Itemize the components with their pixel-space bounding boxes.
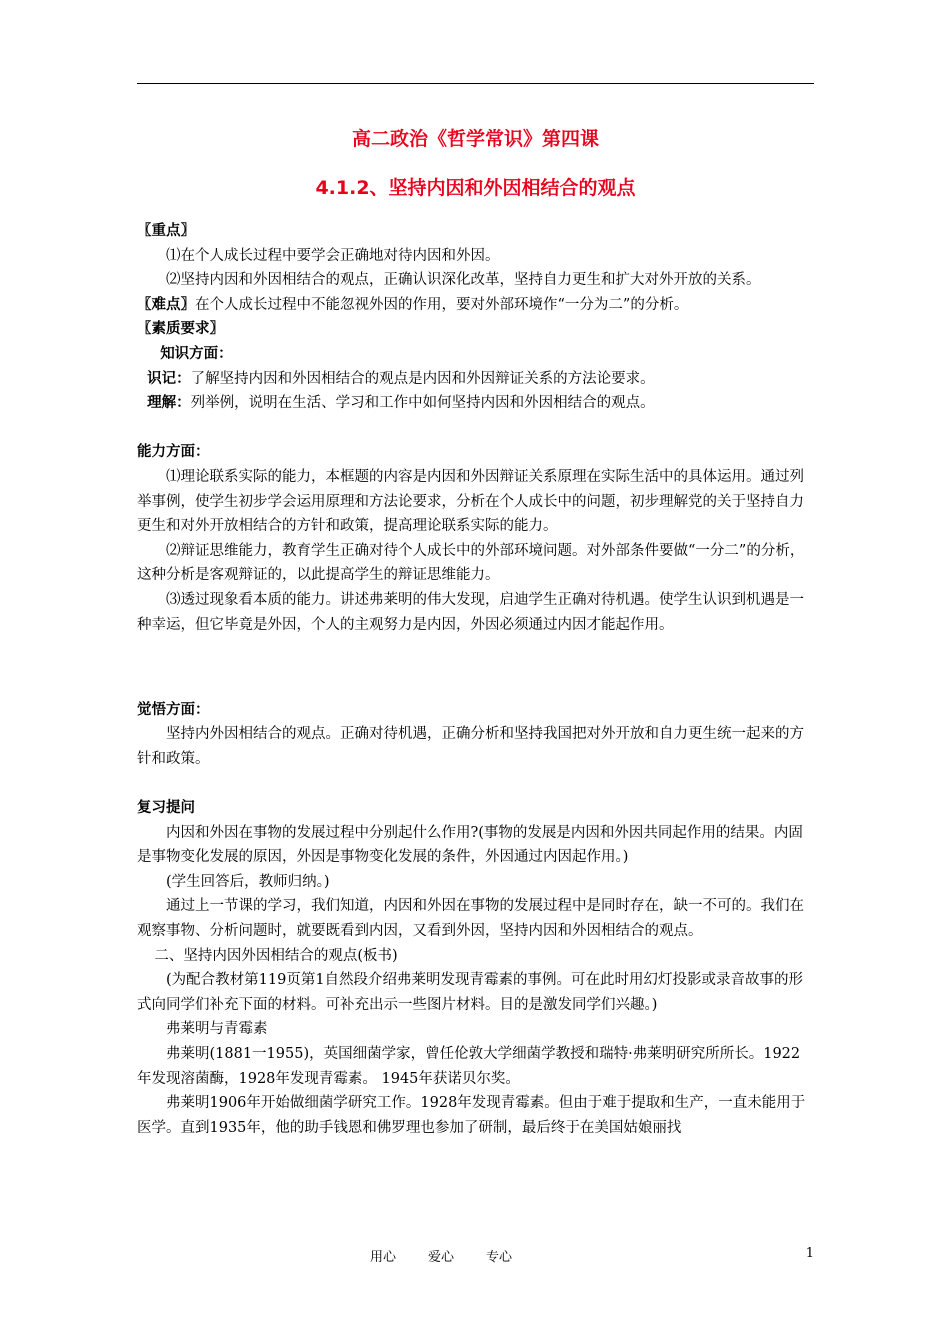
- ability-label: 能力方面：: [137, 444, 210, 461]
- review-paragraph-5: (为配合教材第119页第1自然段介绍弗莱明发现青霉素的事例。可在此时用幻灯投影或录音故事的形式向同学们补充下面的材料。可补充出示一些图片材料。目的是激发同学们兴趣。): [137, 972, 804, 1013]
- difficulty-text: 在个人成长过程中不能忽视外因的作用，要对外部环境作“一分为二”的分析。: [195, 296, 689, 313]
- spacer: [137, 662, 814, 698]
- focus-item-2: ⑵坚持内因和外因相结合的观点，正确认识深化改革，坚持自力更生和扩大对外开放的关系。: [166, 272, 761, 289]
- document-body: [137, 219, 814, 1140]
- footer-motto-2: 爱心: [428, 1250, 455, 1265]
- quality-heading: [137, 317, 814, 342]
- review-label: 复习提问: [137, 800, 195, 817]
- review-paragraph-3: 通过上一节课的学习，我们知道，内因和外因在事物的发展过程中是同时存在，缺一不可的。我们在观察事物、分析问题时，就要既看到内因，又看到外因，坚持内因和外因相结合的观点。: [137, 898, 804, 940]
- difficulty-paragraph: [137, 293, 814, 318]
- footer-motto: [370, 1246, 590, 1265]
- quality-label: 〖素质要求〗: [137, 321, 224, 338]
- document-title: 高二政治《哲学常识》第四课: [351, 128, 599, 150]
- section-heading: 二、坚持内因外因相结合的观点(板书): [154, 947, 398, 964]
- ability-item-1: ⑴理论联系实际的能力，本框题的内容是内因和外因辩证关系原理在实际生活中的具体运用。通过列举事例，使学生初步学会运用原理和方法论要求，分析在个人成长中的问题，初步理解党的关于坚持自力更生和对外开放相结合的方针和政策，提高理论联系实际的能力。: [137, 468, 804, 535]
- difficulty-label: 〖难点〗: [137, 296, 195, 313]
- focus-label: 〖重点〗: [137, 223, 195, 239]
- memory-label: 识记：: [147, 370, 191, 387]
- page-number: 1: [805, 1246, 814, 1261]
- knowledge-heading: [137, 342, 814, 367]
- knowledge-label: 知识方面：: [160, 345, 233, 362]
- footer-motto-3: 专心: [486, 1250, 513, 1265]
- review-paragraph-7: 弗莱明(1881一1955)，英国细菌学家，曾任伦敦大学细菌学教授和瑞特·弗莱明研究所所长。1922年发现溶菌酶，1928年发现青霉素。 1945年获诺贝尔奖。: [137, 1046, 801, 1087]
- story-title: 弗莱明与青霉素: [166, 1021, 268, 1038]
- memory-text: 了解坚持内因和外因相结合的观点是内因和外因辩证关系的方法论要求。: [190, 370, 655, 387]
- understand-label: 理解：: [147, 395, 191, 412]
- understand-paragraph: [137, 391, 814, 416]
- document-subtitle: 4.1.2、坚持内因和外因相结合的观点: [315, 177, 636, 199]
- ability-item-3: ⑶透过现象看本质的能力。讲述弗莱明的伟大发现，启迪学生正确对待机遇。使学生认识到机遇是一种幸运，但它毕竟是外因，个人的主观努力是内因，外因必须通过内因才能起作用。: [137, 591, 804, 633]
- awareness-label: 觉悟方面：: [137, 701, 210, 718]
- understand-text: 列举例，说明在生活、学习和工作中如何坚持内因和外因相结合的观点。: [190, 395, 655, 412]
- awareness-text: 坚持内外因相结合的观点。正确对待机遇，正确分析和坚持我国把对外开放和自力更生统一起来的方针和政策。: [137, 726, 804, 767]
- review-paragraph-2: (学生回答后，教师归纳。): [166, 873, 330, 890]
- footer-motto-1: 用心: [370, 1250, 397, 1265]
- ability-heading: [137, 440, 814, 465]
- review-paragraph-1: 内因和外因在事物的发展过程中分别起什么作用?(事物的发展是内因和外因共同起作用的结果。内固是事物变化发展的原因，外因是事物变化发展的条件，外因通过内因起作用。): [137, 824, 803, 866]
- memory-paragraph: [137, 367, 814, 392]
- focus-item-1: ⑴在个人成长过程中要学会正确地对待内因和外因。: [166, 247, 500, 264]
- ability-item-2: ⑵辩证思维能力，教育学生正确对待个人成长中的外部环境问题。对外部条件要做“一分二”的分析，这种分析是客观辩证的，以此提高学生的辩证思维能力。: [137, 542, 805, 584]
- spacer: [137, 771, 814, 796]
- spacer: [137, 637, 814, 662]
- spacer: [137, 416, 814, 441]
- review-heading: [137, 796, 814, 821]
- focus-heading: [137, 219, 814, 244]
- awareness-heading: [137, 698, 814, 723]
- header-rule: [137, 83, 814, 84]
- review-paragraph-8: 弗莱明1906年开始做细菌学研究工作。1928年发现青霉素。但由于难于提取和生产，一直未能用于医学。直到1935年，他的助手钱恩和佛罗理也参加了研制，最后终于在美国姑娘丽找: [137, 1095, 806, 1136]
